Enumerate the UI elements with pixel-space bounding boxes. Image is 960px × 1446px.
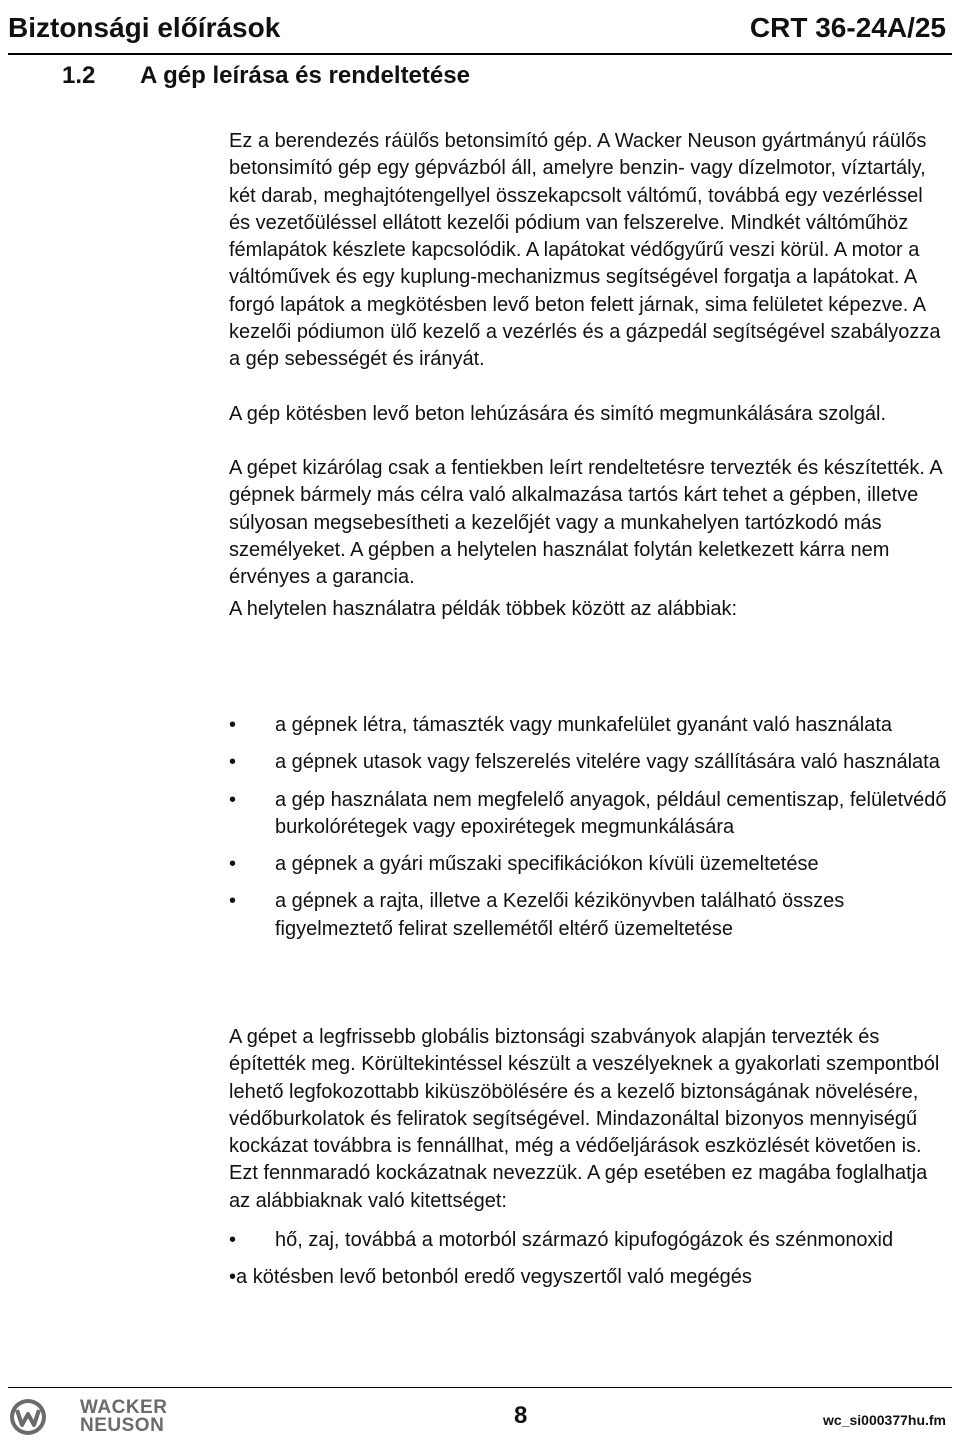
list-item — [229, 712, 947, 739]
list-item — [229, 1227, 947, 1254]
bullet-marker: • — [229, 1266, 237, 1289]
misuse-list — [229, 712, 947, 943]
list-item — [229, 851, 947, 878]
bullet-marker: • — [229, 1229, 237, 1252]
bullet-marker: • — [229, 890, 237, 913]
residual-risk-paragraph: A gépet a legfrissebb globális biztonsági szabványok alapján tervezték és építették meg. Körültekintéssel készült a veszélyeknek a gyakorlati szempontból lehető legfokozottabb kiküszöbölésére és a kezelő biztonságának növelésére, védőburkolatok és feliratok segítségével. Mindazonáltal bizonyos mennyiségű kockázat továbbra is fennállhat, még a védőeljárások eszközlését követően is. Ezt fennmaradó kockázatnak nevezzük. A gép esetében ez magába foglalhatja az alábbiaknak való kitettséget: — [229, 1026, 940, 1212]
body-text-block — [229, 128, 947, 624]
page-number: 8 — [514, 1402, 528, 1429]
list-item-text: a gépnek létra, támaszték vagy munkafelület gyanánt való használata — [275, 714, 893, 736]
bullet-marker: • — [229, 788, 237, 811]
bullet-marker: • — [229, 751, 237, 774]
list-item — [229, 787, 947, 842]
list-item — [229, 888, 947, 943]
bullet-marker: • — [229, 714, 237, 736]
list-item-text: a gépnek utasok vagy felszerelés vitelére vagy szállítására való használata — [275, 751, 940, 774]
list-item-text: a gépnek a gyári műszaki specifikációkon kívüli üzemeltetése — [275, 853, 819, 876]
section-title: A gép leírása és rendeltetése — [140, 62, 470, 89]
list-item-text: hő, zaj, továbbá a motorból származó kipufogógázok és szénmonoxid — [275, 1229, 894, 1252]
header-left-title: Biztonsági előírások — [8, 12, 281, 43]
purpose-paragraph: A gép kötésben levő beton lehúzására és simító megmunkálására szolgál. — [229, 402, 887, 425]
intended-use-paragraph: A gépet kizárólag csak a fentiekben leírt rendeltetésre tervezték és készítették. A gépnek bármely más célra való alkalmazása tartós kárt tehet a gépben, illetve súlyosan megsebesítheti a kezelőjét vagy a munkahelyen tartózkodó más személyeket. A gépben a helytelen használat folytán keletkezett kárra nem érvényes a garancia. — [229, 456, 942, 589]
section-heading — [62, 62, 470, 90]
bullet-marker: • — [229, 853, 237, 876]
file-reference: wc_si000377hu.fm — [823, 1412, 946, 1428]
list-item-text: a kötésben levő betonból eredő vegyszertől való megégés — [236, 1266, 752, 1289]
list-item-text: a gépnek a rajta, illetve a Kezelői kézikönyvben található összes figyelmeztető felirat szellemétől eltérő üzemeltetése — [275, 890, 845, 940]
footer-rule — [8, 1387, 952, 1388]
list-item — [229, 749, 947, 776]
list-item — [229, 1264, 947, 1291]
misuse-intro: A helytelen használatra példák többek között az alábbiak: — [229, 598, 738, 621]
logo-line-2: NEUSON — [80, 1415, 165, 1436]
description-paragraph: Ez a berendezés ráülős betonsimító gép. A Wacker Neuson gyártmányú ráülős betonsimító gép egy gépvázból áll, amelyre benzin- vagy dízelmotor, víztartály, két darab, meghajtótengellyel összekapcsolt váltómű, továbbá egy vezérléssel és vezetőüléssel ellátott kezelői pódium van felszerelve. Mindkét váltóműhöz fémlapátok készlete kapcsolódik. A lapátokat védőgyűrű veszi körül. A motor a váltóművek és egy kuplung-mechanizmus segítségével forgatja a lapátokat. A forgó lapátok a megkötésben levő beton felett járnak, sima felületet képezve. A kezelői pódiumon ülő kezelő a vezérlés és a gázpedál segítségével szabályozza a gép sebességét és irányát. — [229, 130, 941, 371]
logo-line-1: WACKER — [80, 1397, 168, 1418]
wacker-neuson-logo-icon — [8, 1397, 48, 1437]
header-rule — [8, 53, 952, 55]
residual-risk-block — [229, 1024, 947, 1292]
section-number: 1.2 — [62, 62, 96, 89]
list-item-text: a gép használata nem megfelelő anyagok, például cementiszap, felületvédő burkolórétegek vagy epoxirétegek megmunkálására — [275, 788, 947, 838]
brand-logo-text — [80, 1399, 167, 1435]
header-right-title: CRT 36-24A/25 — [749, 12, 946, 43]
